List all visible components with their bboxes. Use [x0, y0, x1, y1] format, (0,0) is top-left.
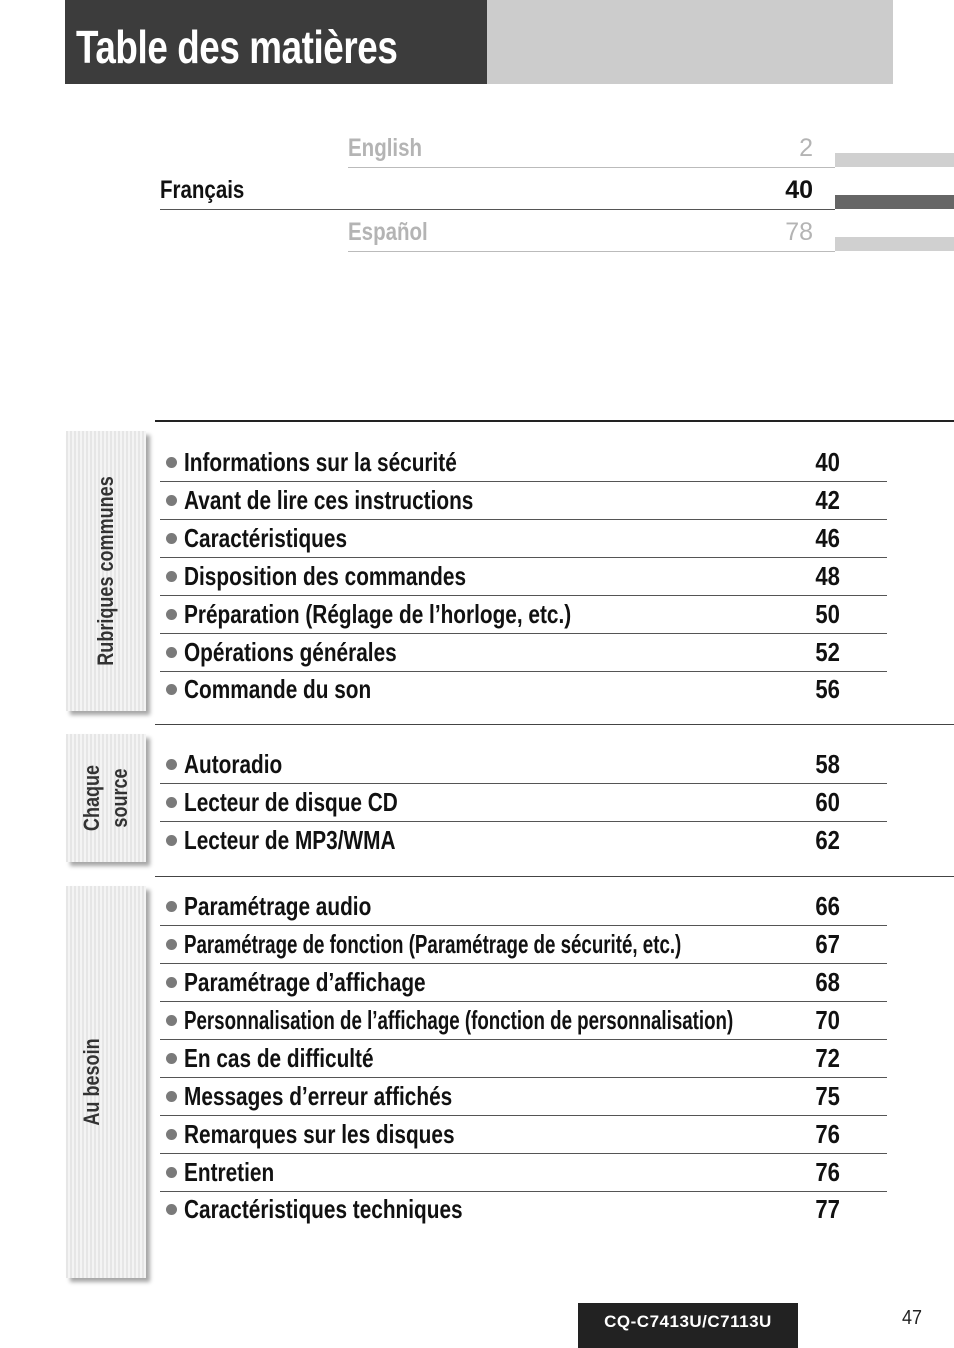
language-spanish-label[interactable]: Español	[348, 218, 428, 246]
toc-item-page: 72	[815, 1043, 840, 1073]
page-number: 47	[902, 1307, 923, 1329]
language-english-divider	[348, 167, 835, 168]
bullet-icon	[166, 1167, 177, 1178]
toc-item-label: Paramétrage d’affichage	[184, 967, 426, 997]
toc-item-label: Commande du son	[184, 674, 372, 704]
language-french-label[interactable]: Français	[160, 176, 245, 204]
language-english-tab[interactable]	[835, 153, 954, 167]
bullet-icon	[166, 684, 177, 695]
bullet-icon	[166, 495, 177, 506]
toc-row[interactable]	[160, 633, 887, 672]
toc-item-page: 62	[815, 825, 840, 855]
language-french-divider	[160, 209, 835, 210]
language-spanish-page: 78	[785, 218, 813, 246]
bullet-icon	[166, 1091, 177, 1102]
bullet-icon	[166, 1204, 177, 1215]
toc-row[interactable]	[160, 925, 887, 964]
bullet-icon	[166, 1129, 177, 1140]
toc-item-page: 56	[815, 674, 840, 704]
language-spanish-divider	[348, 251, 835, 252]
toc-item-page: 46	[815, 523, 840, 553]
toc-item-label: Messages d’erreur affichés	[184, 1081, 453, 1111]
model-number-badge: CQ-C7413U/C7113U	[578, 1303, 798, 1348]
toc-item-page: 70	[815, 1005, 840, 1035]
toc-item-page: 40	[815, 447, 840, 477]
bullet-icon	[166, 647, 177, 658]
toc-row[interactable]	[160, 783, 887, 822]
toc-row[interactable]	[160, 519, 887, 558]
toc-item-label: Informations sur la sécurité	[184, 447, 457, 477]
toc-item-label: Avant de lire ces instructions	[184, 485, 474, 515]
toc-item-page: 42	[815, 485, 840, 515]
toc-item-page: 50	[815, 599, 840, 629]
toc-item-label: Entretien	[184, 1157, 275, 1187]
toc-item-page: 76	[815, 1157, 840, 1187]
toc-row[interactable]	[160, 1077, 887, 1116]
language-french-page: 40	[785, 176, 813, 204]
toc-row[interactable]	[160, 1001, 887, 1040]
bullet-icon	[166, 533, 177, 544]
page-title: Table des matières	[76, 21, 398, 73]
toc-item-label: Opérations générales	[184, 637, 397, 667]
section-divider	[155, 724, 954, 725]
toc-row[interactable]	[160, 887, 887, 926]
toc-item-page: 75	[815, 1081, 840, 1111]
bullet-icon	[166, 835, 177, 846]
section-tab-label: Au besoin	[79, 1038, 104, 1126]
language-french-tab[interactable]	[835, 195, 954, 209]
toc-row[interactable]	[160, 595, 887, 634]
toc-row[interactable]	[160, 1039, 887, 1078]
toc-row[interactable]	[160, 443, 887, 482]
toc-item-page: 52	[815, 637, 840, 667]
toc-row[interactable]	[160, 821, 887, 859]
section-divider	[155, 876, 954, 877]
section-tab-label-line1: Chaque	[79, 764, 104, 832]
toc-item-label: Autoradio	[184, 749, 283, 779]
toc-item-page: 68	[815, 967, 840, 997]
toc-item-label: Caractéristiques	[184, 523, 348, 553]
toc-item-page: 66	[815, 891, 840, 921]
toc-item-label: Paramétrage audio	[184, 891, 372, 921]
toc-item-page: 76	[815, 1119, 840, 1149]
toc-item-label: Lecteur de MP3/WMA	[184, 825, 396, 855]
toc-item-label: Caractéristiques techniques	[184, 1194, 463, 1224]
section-tab-au-besoin	[66, 886, 146, 1278]
title-bar-extension	[487, 0, 893, 84]
bullet-icon	[166, 977, 177, 988]
toc-row[interactable]	[160, 1190, 887, 1228]
language-english-label[interactable]: English	[348, 134, 423, 162]
toc-row[interactable]	[160, 1115, 887, 1154]
toc-row[interactable]	[160, 1153, 887, 1192]
bullet-icon	[166, 901, 177, 912]
bullet-icon	[166, 1015, 177, 1026]
toc-item-page: 58	[815, 749, 840, 779]
toc-row[interactable]	[160, 557, 887, 596]
toc-item-label: Préparation (Réglage de l’horloge, etc.)	[184, 599, 572, 629]
language-english-page: 2	[799, 134, 813, 162]
toc-row[interactable]	[160, 670, 887, 708]
toc-item-label: Disposition des commandes	[184, 561, 467, 591]
toc-item-label: Personnalisation de l’affichage (fonction de personnalisation)	[184, 1005, 734, 1035]
toc-item-page: 60	[815, 787, 840, 817]
section-tab-label-line2: source	[107, 768, 132, 828]
section-tab-label: Rubriques communes	[93, 476, 118, 666]
section-divider	[155, 420, 954, 422]
bullet-icon	[166, 609, 177, 620]
bullet-icon	[166, 457, 177, 468]
toc-item-label: Remarques sur les disques	[184, 1119, 455, 1149]
toc-row[interactable]	[160, 963, 887, 1002]
bullet-icon	[166, 759, 177, 770]
language-spanish-tab[interactable]	[835, 237, 954, 251]
section-tab-chaque-source	[66, 734, 146, 862]
toc-row[interactable]	[160, 745, 887, 784]
toc-item-page: 48	[815, 561, 840, 591]
bullet-icon	[166, 571, 177, 582]
toc-item-page: 77	[815, 1194, 840, 1224]
bullet-icon	[166, 1053, 177, 1064]
toc-item-page: 67	[815, 929, 840, 959]
toc-item-label: En cas de difficulté	[184, 1043, 374, 1073]
toc-item-label: Lecteur de disque CD	[184, 787, 398, 817]
section-tab-rubriques-communes	[66, 431, 146, 711]
toc-item-label: Paramétrage de fonction (Paramétrage de sécurité, etc.)	[184, 929, 682, 959]
bullet-icon	[166, 797, 177, 808]
bullet-icon	[166, 939, 177, 950]
toc-row[interactable]	[160, 481, 887, 520]
